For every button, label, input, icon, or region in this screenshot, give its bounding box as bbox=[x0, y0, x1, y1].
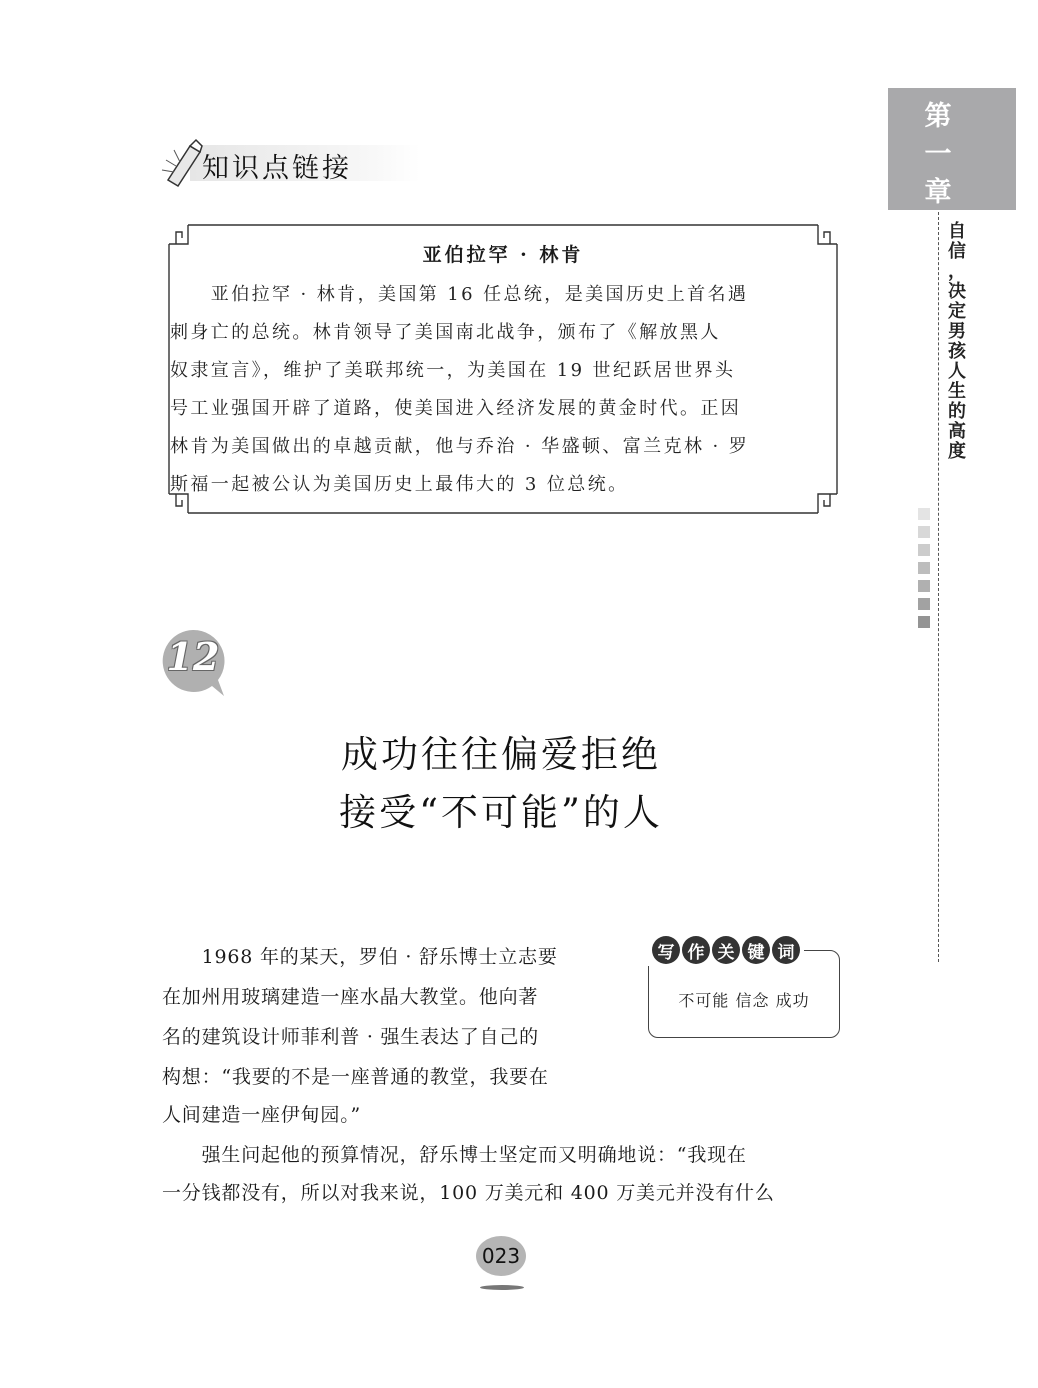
knowledge-box-title: 亚伯拉罕 · 林肯 bbox=[422, 244, 584, 266]
scroll-icon bbox=[160, 136, 204, 190]
body-line: 强生问起他的预算情况，舒乐博士坚定而又明确地说：“我现在 bbox=[162, 1144, 747, 1166]
page-number-shadow bbox=[480, 1285, 524, 1290]
decor-square bbox=[918, 598, 930, 610]
knowledge-header-title: 知识点链接 bbox=[202, 153, 352, 184]
body-line: 名的建筑设计师菲利普 · 强生表达了自己的 bbox=[162, 1026, 539, 1048]
chapter-label-char: 章 bbox=[924, 177, 952, 208]
chapter-tab bbox=[888, 88, 1016, 210]
knowledge-line: 奴隶宣言》，维护了美联邦统一，为美国在 19 世纪跃居世界头 bbox=[170, 360, 736, 381]
keyword-badge-char: 词 bbox=[772, 936, 800, 964]
chapter-subtitle: 自 信 ， 决 定 男 孩 人 生 的 高 度 bbox=[948, 221, 966, 462]
knowledge-line: 号工业强国开辟了道路，使美国进入经济发展的黄金时代。正因 bbox=[170, 398, 742, 419]
keyword-box bbox=[648, 942, 840, 1038]
section-number: 12 bbox=[166, 634, 220, 679]
chapter-label-char: 第 bbox=[924, 101, 952, 132]
keyword-list: 不可能 信念 成功 bbox=[678, 991, 810, 1010]
keyword-badge-char: 写 bbox=[652, 936, 680, 964]
section-title-line: 接受“不可能”的人 bbox=[339, 791, 663, 834]
knowledge-line: 刺身亡的总统。林肯领导了美国南北战争，颁布了《解放黑人 bbox=[170, 322, 721, 343]
keyword-badge-char: 作 bbox=[682, 936, 710, 964]
decor-square bbox=[918, 544, 930, 556]
keyword-badge bbox=[648, 936, 804, 966]
body-line: 1968 年的某天，罗伯 · 舒乐博士立志要 bbox=[162, 946, 558, 968]
knowledge-box bbox=[168, 224, 838, 514]
decor-square bbox=[918, 508, 930, 520]
knowledge-line: 林肯为美国做出的卓越贡献，他与乔治 · 华盛顿、富兰克林 · 罗 bbox=[170, 436, 750, 457]
decor-square bbox=[918, 616, 930, 628]
body-line: 构想：“我要的不是一座普通的教堂，我要在 bbox=[162, 1066, 549, 1088]
body-line: 一分钱都没有，所以对我来说，100 万美元和 400 万美元并没有什么 bbox=[162, 1182, 775, 1204]
chapter-label-char: 一 bbox=[924, 139, 952, 170]
side-dashed-rule bbox=[938, 212, 939, 962]
decor-square bbox=[918, 526, 930, 538]
page-number: 023 bbox=[476, 1236, 526, 1276]
knowledge-header bbox=[160, 136, 420, 190]
section-title-line: 成功往往偏爱拒绝 bbox=[341, 733, 661, 776]
knowledge-line: 亚伯拉罕 · 林肯，美国第 16 任总统，是美国历史上首名遇 bbox=[170, 284, 749, 305]
keyword-badge-char: 键 bbox=[742, 936, 770, 964]
keyword-badge-char: 关 bbox=[712, 936, 740, 964]
knowledge-line: 斯福一起被公认为美国历史上最伟大的 3 位总统。 bbox=[170, 474, 629, 495]
body-line: 人间建造一座伊甸园。” bbox=[162, 1104, 362, 1126]
decor-square bbox=[918, 580, 930, 592]
section-number-badge bbox=[160, 628, 230, 698]
body-line: 在加州用玻璃建造一座水晶大教堂。他向著 bbox=[162, 986, 539, 1008]
decor-square bbox=[918, 562, 930, 574]
